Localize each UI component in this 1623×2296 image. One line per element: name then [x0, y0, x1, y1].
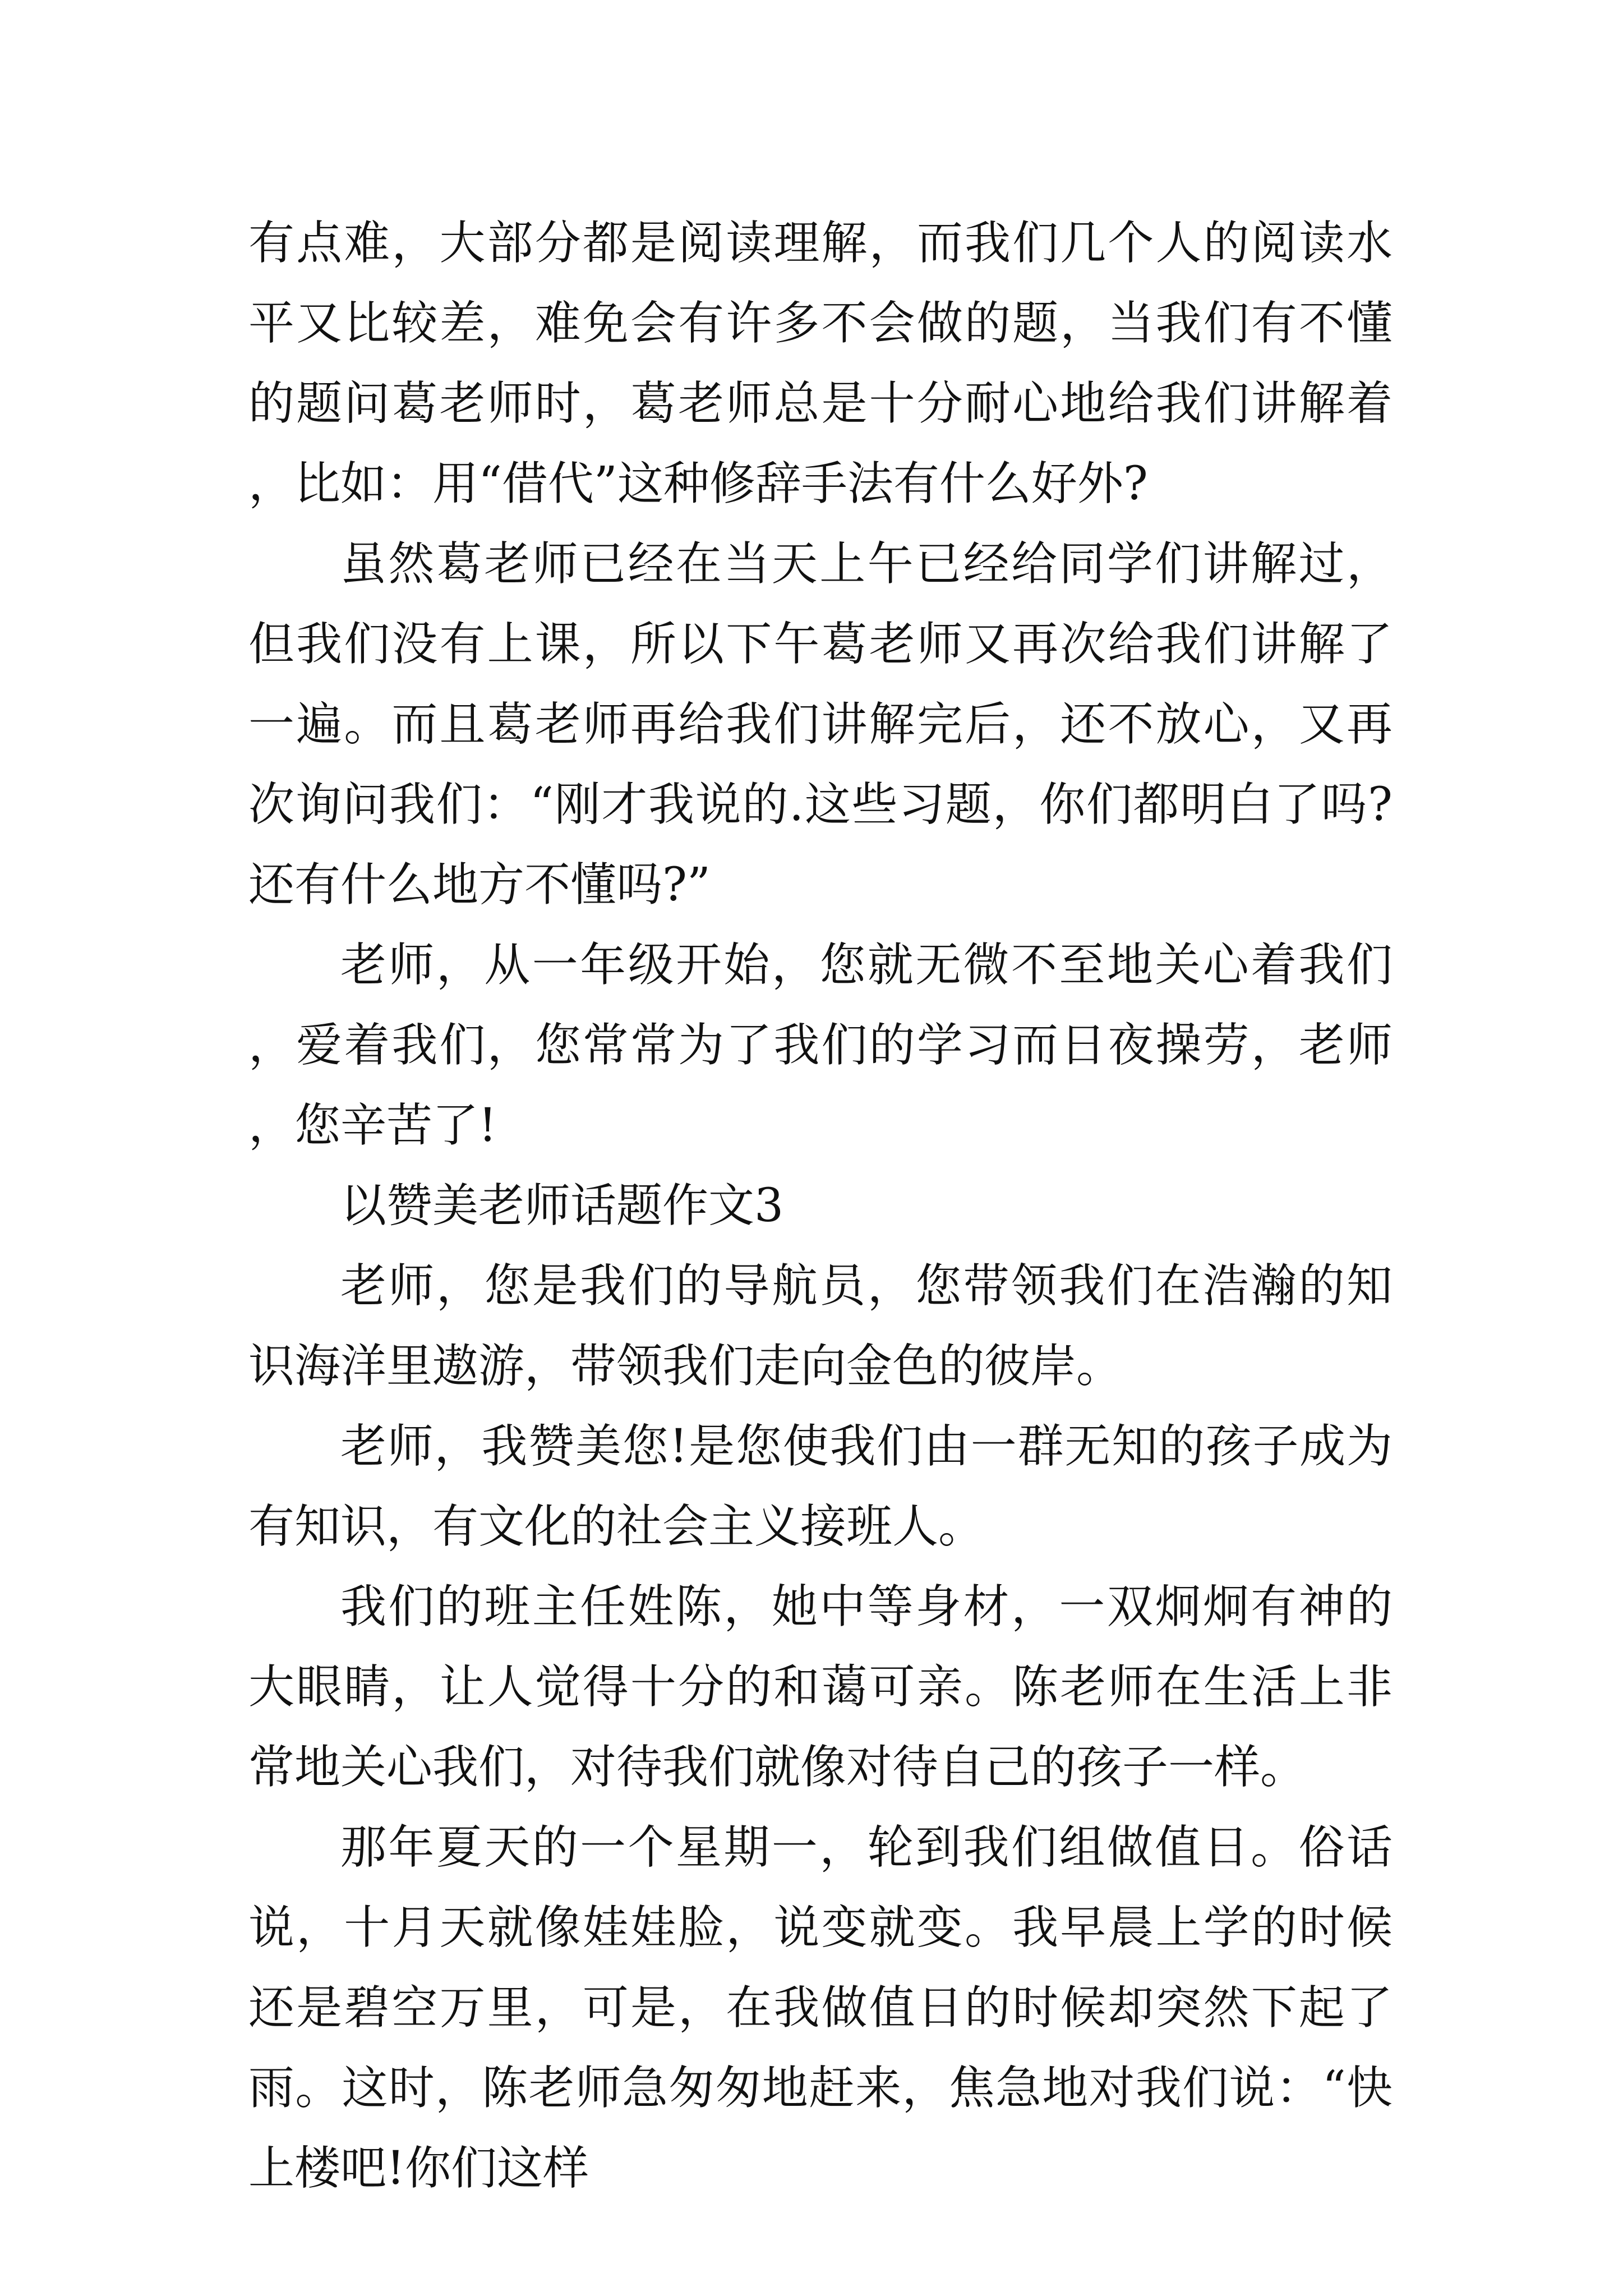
paragraph: 老师，您是我们的导航员，您带领我们在浩瀚的知识海洋里遨游，带领我们走向金色的彼岸。	[248, 1259, 1393, 1393]
paragraph: 虽然葛老师已经在当天上午已经给同学们讲解过，但我们没有上课，所以下午葛老师又再次给我们讲解了一遍。而且葛老师再给我们讲解完后，还不放心，又再次询问我们：“刚才我说的.这些习题，你们都明白了吗?还有什么地方不懂吗?”	[248, 537, 1393, 912]
paragraph-continued: 有点难，大部分都是阅读理解，而我们几个人的阅读水平又比较差，难免会有许多不会做的题，当我们有不懂的题问葛老师时，葛老师总是十分耐心地给我们讲解着，比如：用“借代”这种修辞手法有什么好外?	[248, 217, 1393, 510]
paragraph: 老师，我赞美您!是您使我们由一群无知的孩子成为有知识，有文化的社会主义接班人。	[248, 1420, 1393, 1553]
paragraph: 我们的班主任姓陈，她中等身材，一双炯炯有神的大眼睛，让人觉得十分的和蔼可亲。陈老师在生活上非常地关心我们，对待我们就像对待自己的孩子一样。	[248, 1580, 1393, 1794]
essay-heading: 以赞美老师话题作文3	[340, 1179, 784, 1232]
essay-body	[248, 203, 1393, 2208]
paragraph: 老师，从一年级开始，您就无微不至地关心着我们，爱着我们，您常常为了我们的学习而日夜操劳，老师，您辛苦了!	[248, 938, 1393, 1152]
paragraph: 那年夏天的一个星期一，轮到我们组做值日。俗话说，十月天就像娃娃脸，说变就变。我早晨上学的时候还是碧空万里，可是，在我做值日的时候却突然下起了雨。这时，陈老师急匆匆地赶来，焦急地对我们说：“快上楼吧!你们这样	[248, 1821, 1393, 2195]
